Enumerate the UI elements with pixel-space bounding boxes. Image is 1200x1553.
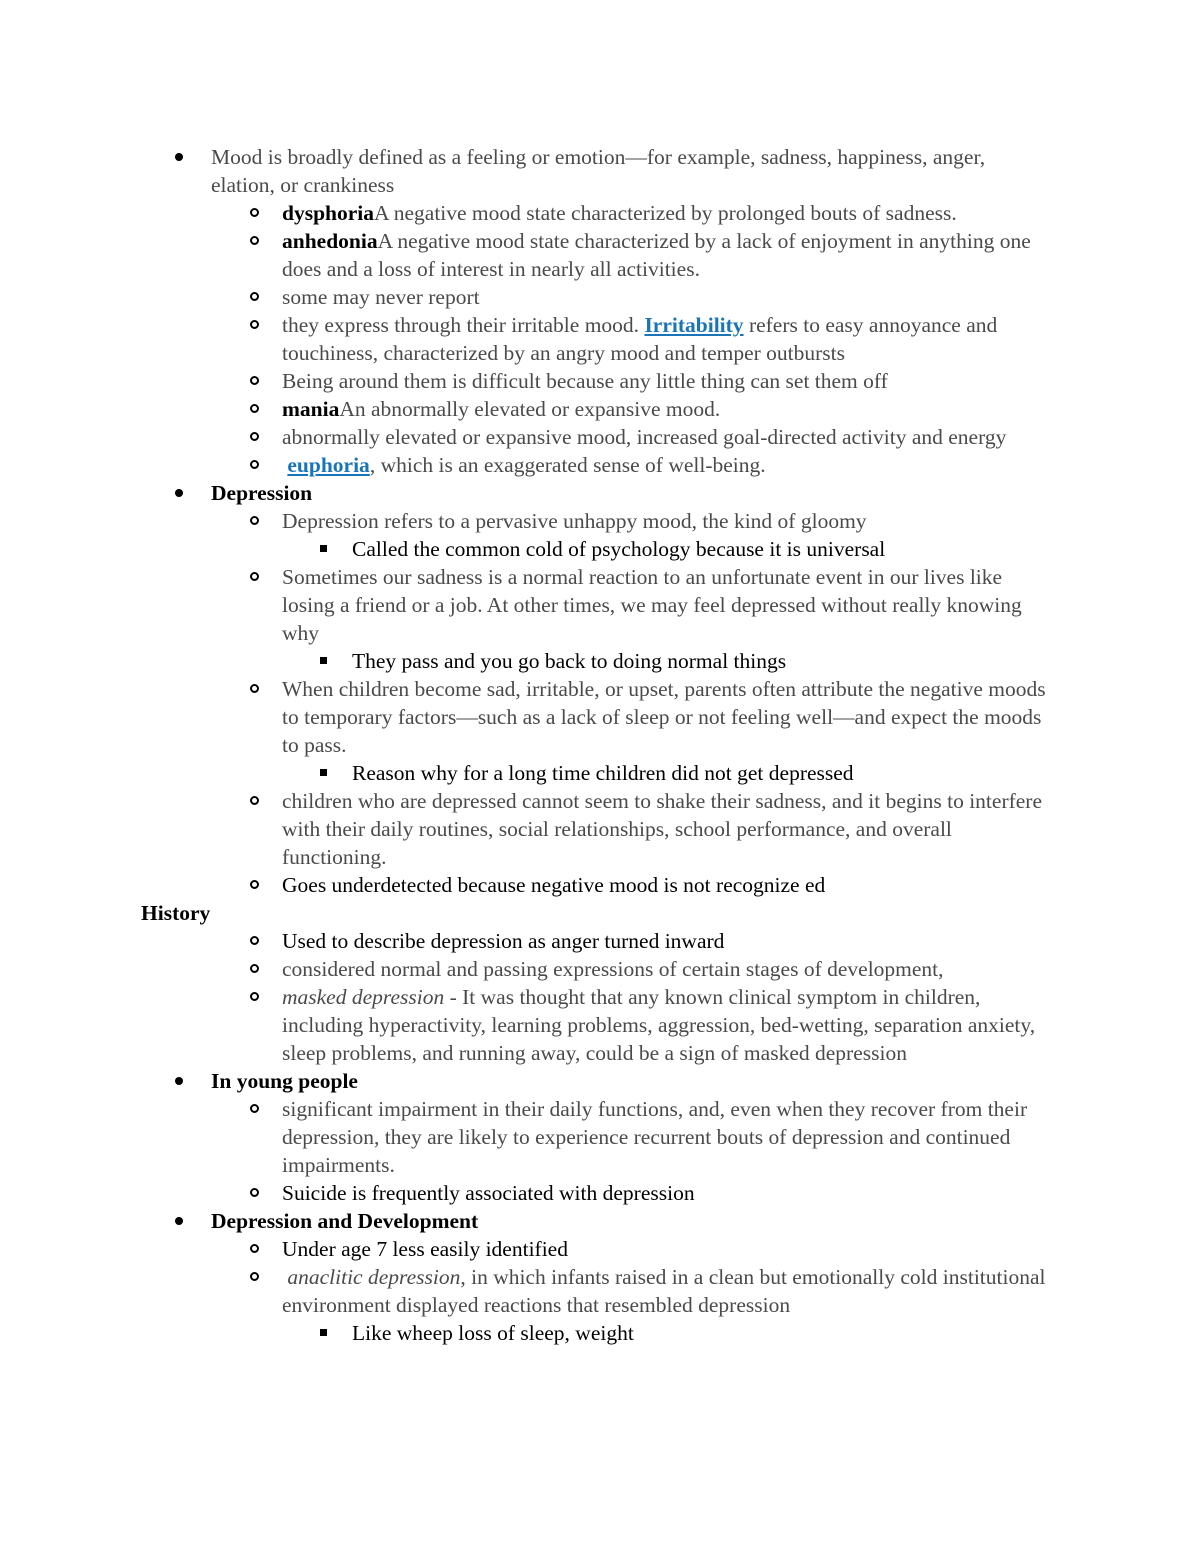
item-text: Reason why for a long time children did not get depressed xyxy=(352,761,854,785)
bullet-circle-icon xyxy=(250,936,259,945)
list-item xyxy=(0,1179,1057,1207)
list-item xyxy=(0,367,1057,395)
bullet-circle-icon xyxy=(250,796,259,805)
item-text: they express through their irritable mood. xyxy=(282,313,645,337)
bullet-circle-icon xyxy=(250,460,259,469)
section-heading-young-people xyxy=(0,1067,1011,1095)
list-item xyxy=(0,927,1057,955)
term-masked-depression: masked depression xyxy=(282,985,445,1009)
list-item xyxy=(0,1095,1057,1179)
bullet-circle-icon xyxy=(250,236,259,245)
bullet-circle-icon xyxy=(250,404,259,413)
bullet-square-icon xyxy=(320,769,327,776)
list-item xyxy=(0,983,1057,1067)
item-text: - It was thought that any known clinical symptom in children, including hyperactivity, learning problems, aggression, bed-wetting, separation anxiety, sleep problems, and running away, could be a sign of masked depression xyxy=(282,985,1036,1065)
heading-text: History xyxy=(141,901,211,925)
item-text: Sometimes our sadness is a normal reaction to an unfortunate event in our lives like losing a friend or a job. At other times, we may feel depressed without really knowing why xyxy=(282,565,1022,645)
item-text: An abnormally elevated or expansive mood. xyxy=(339,397,721,421)
item-text: significant impairment in their daily functions, and, even when they recover from their depression, they are likely to experience recurrent bouts of depression and continued impairments. xyxy=(282,1097,1028,1177)
item-text: , in which infants raised in a clean but emotionally cold institutional environment displayed reactions that resembled depression xyxy=(282,1265,1046,1317)
term-mania: mania xyxy=(282,397,340,421)
list-item xyxy=(0,395,1057,423)
bullet-circle-icon xyxy=(250,320,259,329)
list-item xyxy=(0,227,1057,283)
bullet-circle-icon xyxy=(250,572,259,581)
item-text: Like wheep loss of sleep, weight xyxy=(352,1321,634,1345)
list-item xyxy=(0,647,1052,675)
bullet-circle-icon xyxy=(250,432,259,441)
item-text: Depression refers to a pervasive unhappy mood, the kind of gloomy xyxy=(282,509,867,533)
bullet-circle-icon xyxy=(250,1104,259,1113)
item-text: Being around them is difficult because any little thing can set them off xyxy=(282,369,888,393)
bullet-circle-icon xyxy=(250,964,259,973)
list-item xyxy=(0,675,1057,759)
bullet-circle-icon xyxy=(250,292,259,301)
document-page xyxy=(0,143,1200,1347)
list-item xyxy=(0,199,1057,227)
bullet-square-icon xyxy=(320,545,327,552)
bullet-circle-icon xyxy=(250,1244,259,1253)
term-dysphoria: dysphoria xyxy=(282,201,375,225)
list-item xyxy=(0,283,1057,311)
item-text: Mood is broadly defined as a feeling or emotion—for example, sadness, happiness, anger, elation, or crankiness xyxy=(211,145,986,197)
list-item xyxy=(0,311,1057,367)
item-text: They pass and you go back to doing normal things xyxy=(352,649,787,673)
bullet-circle-icon xyxy=(250,880,259,889)
bullet-circle-icon xyxy=(250,1272,259,1281)
item-text: Called the common cold of psychology because it is universal xyxy=(352,537,886,561)
list-item xyxy=(0,1319,1052,1347)
list-item xyxy=(0,451,1057,479)
list-item xyxy=(0,143,1011,199)
item-text: When children become sad, irritable, or upset, parents often attribute the negative moods to temporary factors—such as a lack of sleep or not feeling well—and expect the moods to pass. xyxy=(282,677,1046,757)
bullet-circle-icon xyxy=(250,1188,259,1197)
list-item xyxy=(0,535,1052,563)
item-text: considered normal and passing expressions of certain stages of development, xyxy=(282,957,944,981)
list-item xyxy=(0,423,1057,451)
bullet-disc-icon xyxy=(175,1077,183,1085)
bullet-disc-icon xyxy=(175,1217,183,1225)
term-anaclitic-depression: anaclitic depression xyxy=(287,1265,461,1289)
item-text: A negative mood state characterized by a lack of enjoyment in anything one does and a loss of interest in nearly all activities. xyxy=(282,229,1031,281)
item-text: refers to easy annoyance and touchiness, characterized by an angry mood and temper outbursts xyxy=(282,313,998,365)
list-item xyxy=(0,563,1057,647)
list-item xyxy=(0,871,1057,899)
section-heading-depression xyxy=(0,479,1011,507)
list-item xyxy=(0,759,1052,787)
bullet-circle-icon xyxy=(250,516,259,525)
bullet-square-icon xyxy=(320,1329,327,1336)
heading-text: Depression xyxy=(211,481,313,505)
bullet-circle-icon xyxy=(250,208,259,217)
bullet-disc-icon xyxy=(175,489,183,497)
list-item xyxy=(0,787,1057,871)
item-text: children who are depressed cannot seem to shake their sadness, and it begins to interfere with their daily routines, social relationships, school performance, and overall functioning. xyxy=(282,789,1043,869)
bullet-disc-icon xyxy=(175,153,183,161)
item-text: Used to describe depression as anger turned inward xyxy=(282,929,725,953)
item-text: , which is an exaggerated sense of well-being. xyxy=(369,453,766,477)
term-anhedonia: anhedonia xyxy=(282,229,378,253)
section-heading-history xyxy=(0,899,1200,927)
item-text: abnormally elevated or expansive mood, increased goal-directed activity and energy xyxy=(282,425,1007,449)
item-text: A negative mood state characterized by prolonged bouts of sadness. xyxy=(374,201,957,225)
irritability-link[interactable]: Irritability xyxy=(644,313,744,337)
item-text: Suicide is frequently associated with depression xyxy=(282,1181,695,1205)
bullet-circle-icon xyxy=(250,376,259,385)
euphoria-link[interactable]: euphoria xyxy=(287,453,370,477)
bullet-circle-icon xyxy=(250,992,259,1001)
bullet-circle-icon xyxy=(250,684,259,693)
item-text: Under age 7 less easily identified xyxy=(282,1237,568,1261)
section-heading-depression-development xyxy=(0,1207,1011,1235)
list-item xyxy=(0,955,1057,983)
list-item xyxy=(0,1235,1057,1263)
heading-text: Depression and Development xyxy=(211,1209,479,1233)
list-item xyxy=(0,1263,1057,1319)
list-item xyxy=(0,507,1057,535)
bullet-square-icon xyxy=(320,657,327,664)
item-text: Goes underdetected because negative mood is not recognize ed xyxy=(282,873,826,897)
heading-text: In young people xyxy=(211,1069,358,1093)
item-text: some may never report xyxy=(282,285,480,309)
